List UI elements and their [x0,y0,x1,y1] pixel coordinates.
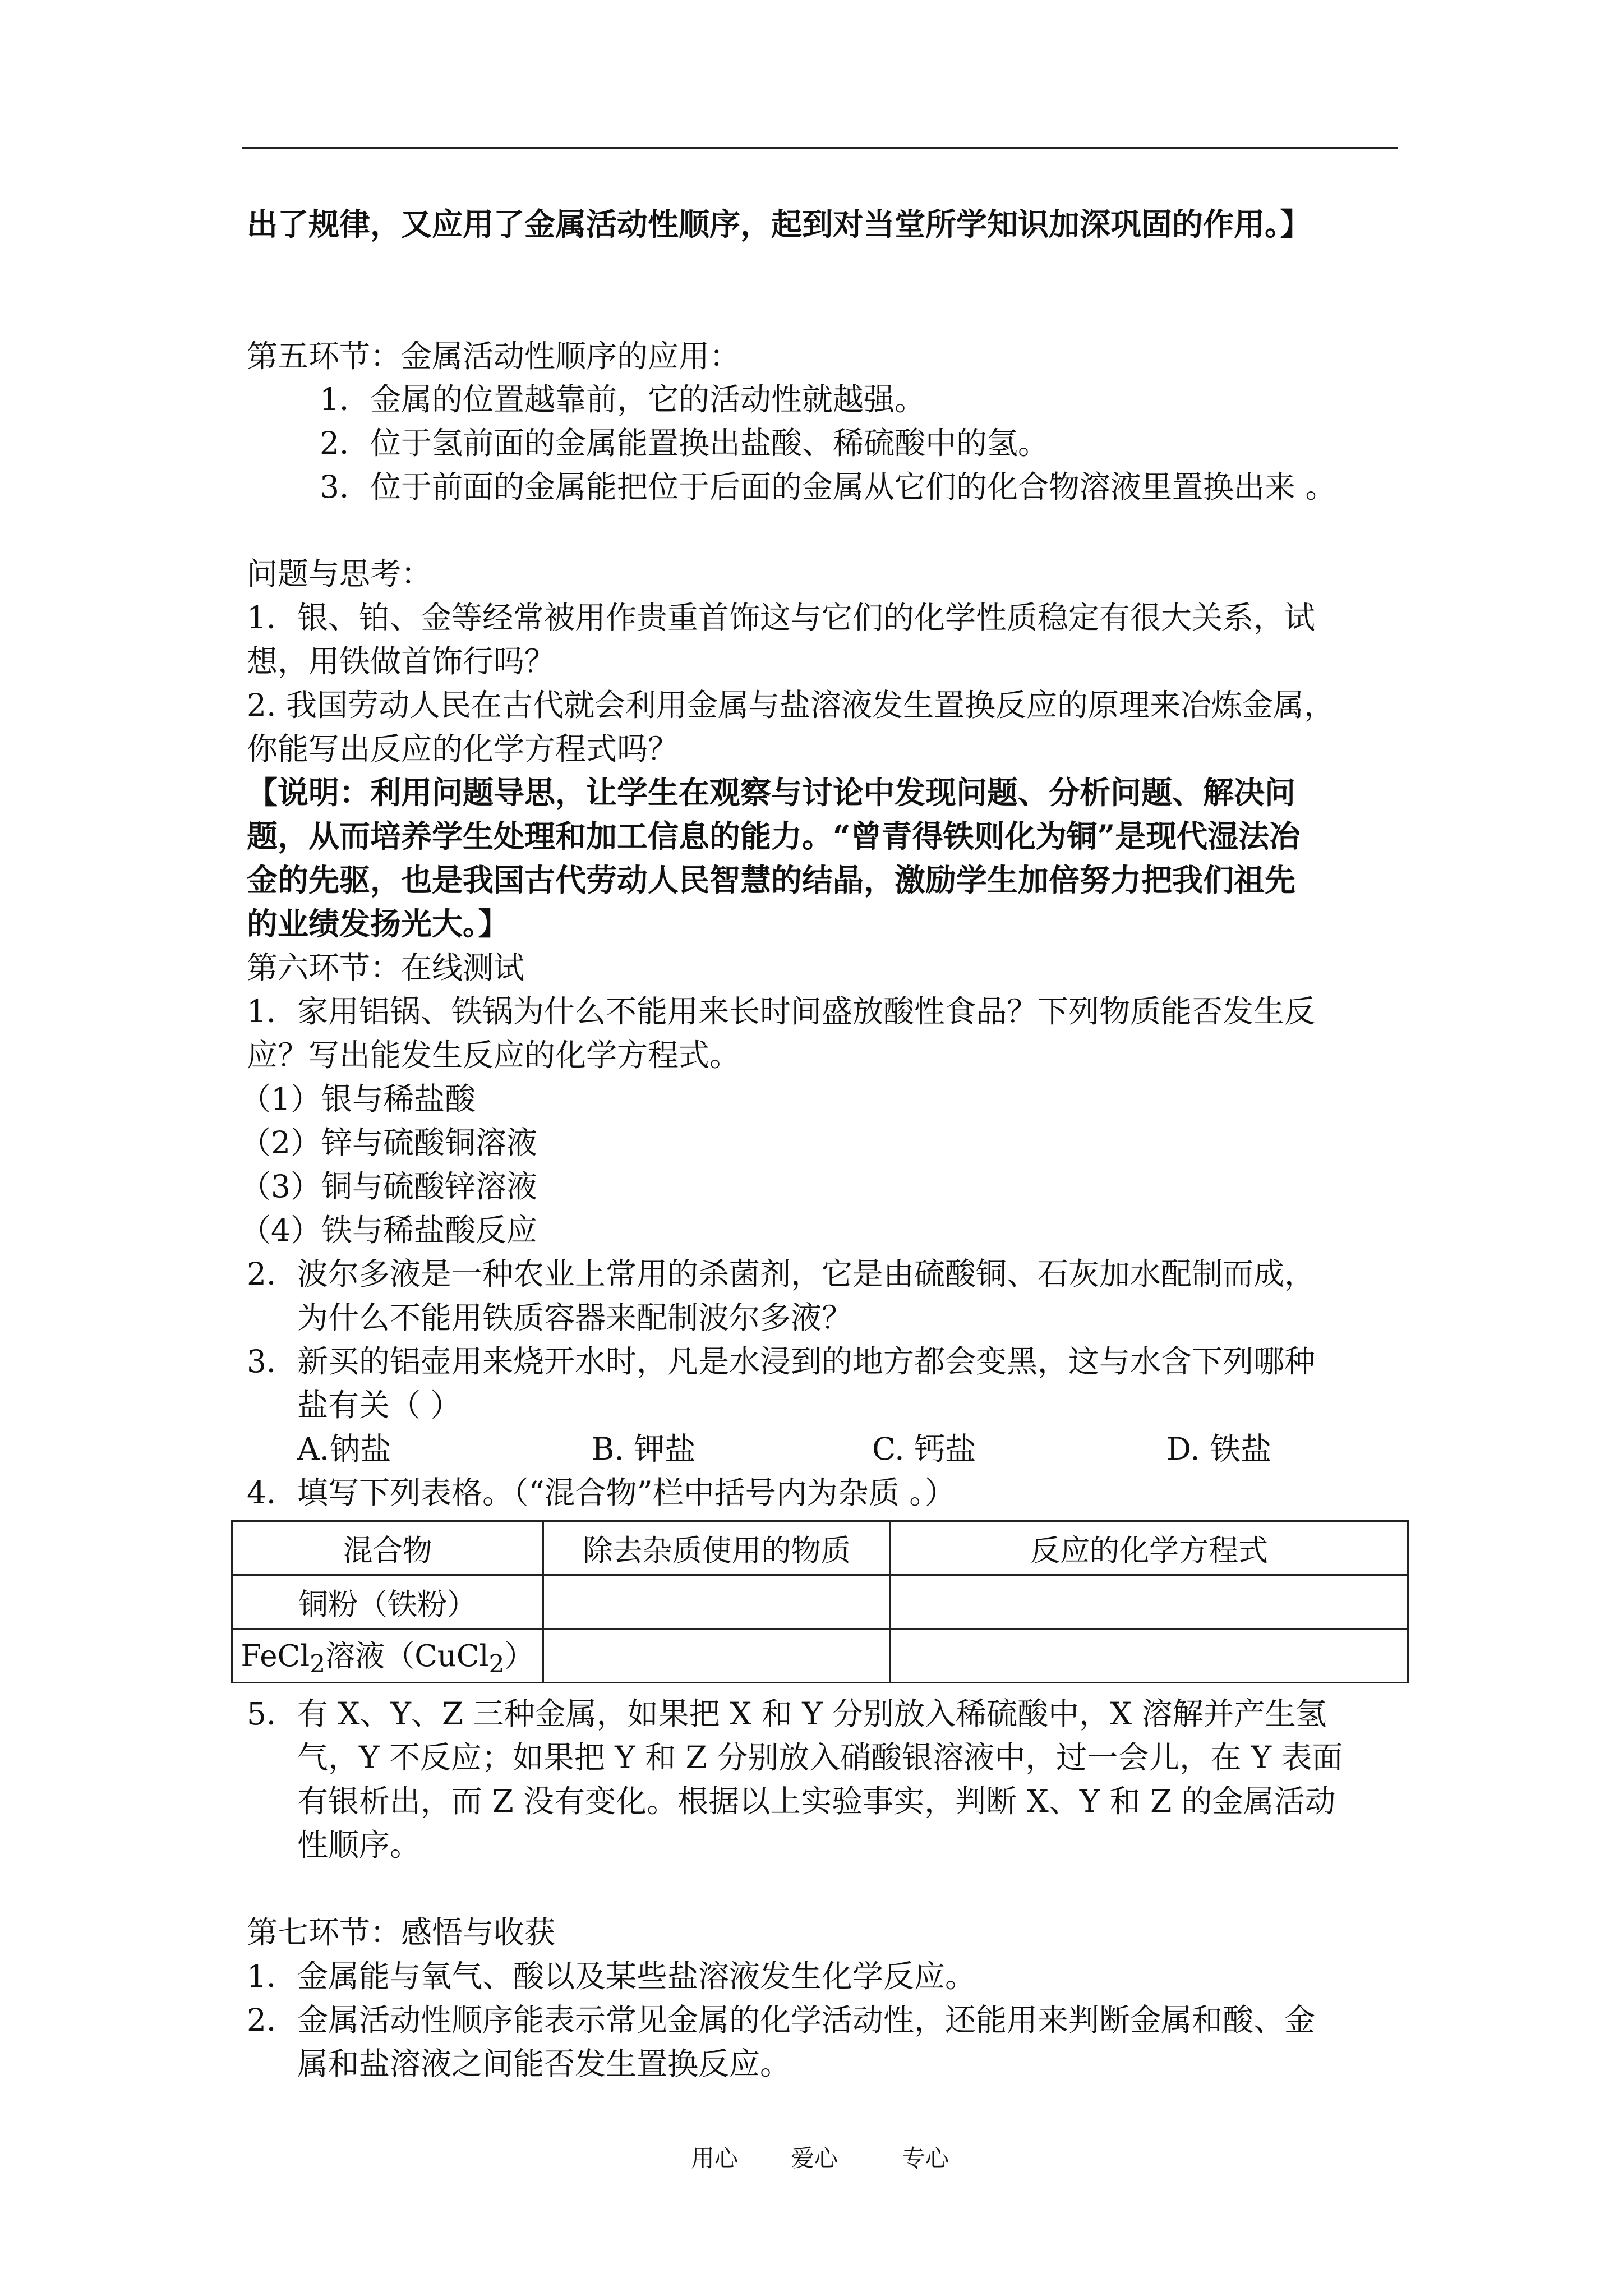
test-3-option-a: A.钠盐 [297,1431,391,1467]
table-cell-reagent[interactable] [543,1575,890,1629]
test-3-option-d: D. 铁盐 [1166,1431,1272,1467]
question-2-line-2: 你能写出反应的化学方程式吗？ [247,731,679,767]
table-header-row [232,1521,1408,1575]
test-1-line-1: 1．家用铝锅、铁锅为什么不能用来长时间盛放酸性食品？下列物质能否发生反 [247,993,1315,1029]
note-line-2: 题，从而培养学生处理和加工信息的能力。“曾青得铁则化为铜”是现代湿法冶 [247,818,1301,854]
section7-heading: 第七环节：感悟与收获 [247,1915,556,1950]
test-1-sub-2: （2）锌与硫酸铜溶液 [240,1125,537,1161]
test-5-line-4: 性顺序。 [297,1827,421,1863]
section5-heading: 第五环节：金属活动性顺序的应用： [247,338,741,374]
header-rule [242,147,1398,149]
test-5-line-3: 有银析出，而 Z 没有变化。根据以上实验事实，判断 X、Y 和 Z 的金属活动 [297,1783,1336,1819]
question-1-line-1: 1．银、铂、金等经常被用作贵重首饰这与它们的化学性质稳定有很大关系，试 [247,600,1315,636]
test-1-sub-3: （3）铜与硫酸锌溶液 [240,1168,537,1204]
gain-2-line-1: 2．金属活动性顺序能表示常见金属的化学活动性，还能用来判断金属和酸、金 [247,2002,1315,2038]
test-3-option-b: B. 钾盐 [592,1431,696,1467]
note-line-4: 的业绩发扬光大。】 [247,905,509,942]
table-cell-mixture: FeCl$_2$溶液（CuCl$_2$） [232,1629,543,1683]
footer-text-3: 专心 [902,2145,949,2172]
test-2-line-1: 2．波尔多液是一种农业上常用的杀菌剂，它是由硫酸铜、石灰加水配制而成， [247,1256,1315,1292]
test-5-line-2: 气，Y 不反应；如果把 Y 和 Z 分别放入硝酸银溶液中，过一会儿，在 Y 表面 [297,1740,1343,1775]
test-3-line-1: 3．新买的铝壶用来烧开水时，凡是水浸到的地方都会变黑，这与水含下列哪种 [247,1343,1315,1379]
test-1-sub-1: （1）银与稀盐酸 [240,1081,476,1117]
test-5-line-1: 5．有 X、Y、Z 三种金属，如果把 X 和 Y 分别放入稀硫酸中，X 溶解并产生氢 [247,1696,1327,1732]
table-header-reagent: 除去杂质使用的物质 [543,1521,890,1575]
table-row [232,1575,1408,1629]
mixture-table [231,1520,1409,1683]
footer-text-1: 用心 [691,2145,739,2172]
section5-item-1: 1．金属的位置越靠前，它的活动性就越强。 [320,381,925,417]
question-1-line-2: 想，用铁做首饰行吗？ [247,643,556,679]
note-line-3: 金的先驱，也是我国古代劳动人民智慧的结晶，激励学生加倍努力把我们祖先 [247,862,1296,898]
table-cell-equation[interactable] [891,1575,1408,1629]
test-1-line-2: 应？写出能发生反应的化学方程式。 [247,1037,741,1073]
table-row [232,1629,1408,1683]
table-cell-equation[interactable] [891,1629,1408,1683]
table-header-equation: 反应的化学方程式 [891,1521,1408,1575]
note-line-1: 【说明：利用问题导思，让学生在观察与讨论中发现问题、分析问题、解决问 [247,774,1296,811]
table-header-mixture: 混合物 [232,1521,543,1575]
intro-continuation: 出了规律，又应用了金属活动性顺序，起到对当堂所学知识加深巩固的作用。】 [247,206,1311,242]
table-cell-mixture: 铜粉（铁粉） [232,1575,543,1629]
section5-item-2: 2．位于氢前面的金属能置换出盐酸、稀硫酸中的氢。 [320,425,1049,461]
test-3-option-c: C. 钙盐 [872,1431,976,1467]
gain-2-line-2: 属和盐溶液之间能否发生置换反应。 [297,2046,791,2082]
test-1-sub-4: （4）铁与稀盐酸反应 [240,1212,537,1248]
test-3-line-2: 盐有关（ ） [297,1387,462,1423]
test-4-line: 4．填写下列表格。（“混合物”栏中括号内为杂质 。） [247,1475,956,1511]
test-2-line-2: 为什么不能用铁质容器来配制波尔多液？ [297,1300,853,1336]
section5-item-3: 3．位于前面的金属能把位于后面的金属从它们的化合物溶液里置换出来 。 [320,469,1336,505]
footer-text-2: 爱心 [791,2145,838,2172]
section6-heading: 第六环节：在线测试 [247,950,525,986]
questions-heading: 问题与思考： [247,556,432,592]
table-cell-reagent[interactable] [543,1629,890,1683]
gain-1: 1．金属能与氧气、酸以及某些盐溶液发生化学反应。 [247,1958,976,1994]
question-2-line-1: 2. 我国劳动人民在古代就会利用金属与盐溶液发生置换反应的原理来冶炼金属， [247,687,1335,723]
